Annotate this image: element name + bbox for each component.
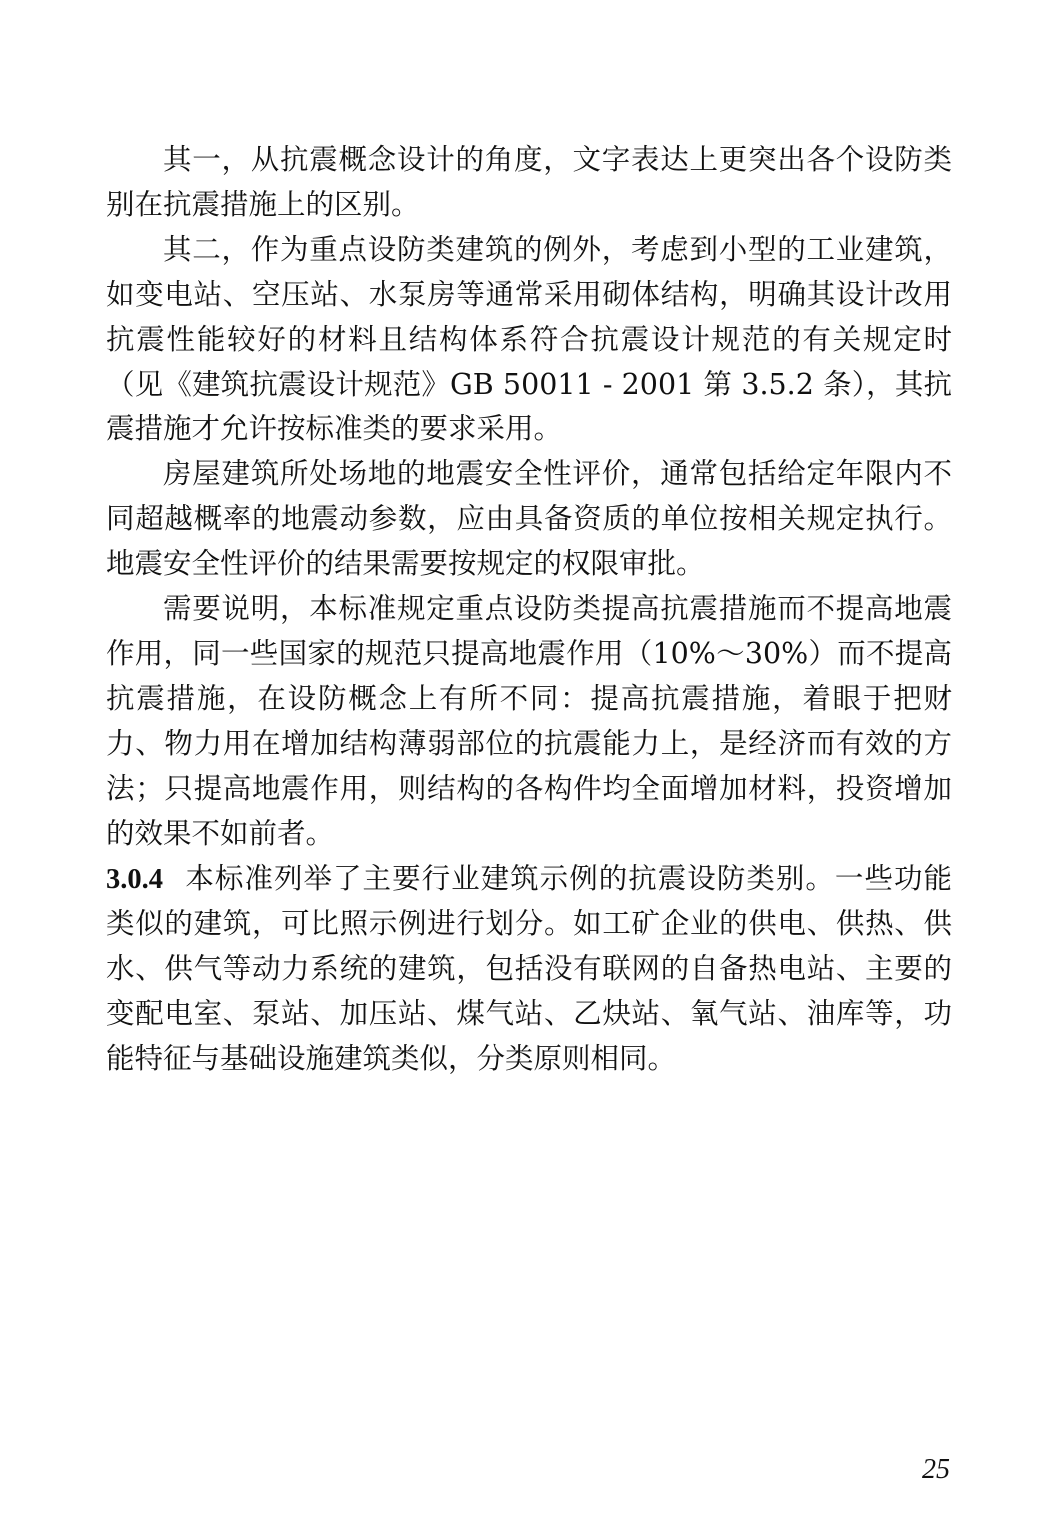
body-text [106, 138, 952, 1082]
paragraph-4: 需要说明，本标准规定重点设防类提高抗震措施而不提高地震作用，同一些国家的规范只提高地震作用（10%～30%）而不提高抗震措施，在设防概念上有所不同：提高抗震措施，着眼于把财力、物力用在增加结构薄弱部位的抗震能力上，是经济而有效的方法；只提高地震作用，则结构的各构件均全面增加材料，投资增加的效果不如前者。 [106, 592, 952, 850]
clause-number: 3.0.4 [106, 863, 163, 895]
clause-text: 本标准列举了主要行业建筑示例的抗震设防类别。一些功能类似的建筑，可比照示例进行划分。如工矿企业的供电、供热、供水、供气等动力系统的建筑，包括没有联网的自备热电站、主要的变配电室、泵站、加压站、煤气站、乙炔站、氧气站、油库等，功能特征与基础设施建筑类似，分类原则相同。 [106, 861, 952, 1076]
page-number: 25 [922, 1454, 950, 1485]
clause-3-0-4 [106, 857, 952, 1083]
paragraph-2: 其二，作为重点设防类建筑的例外，考虑到小型的工业建筑，如变电站、空压站、水泵房等通常采用砌体结构，明确其设计改用抗震性能较好的材料且结构体系符合抗震设计规范的有关规定时（见《建筑抗震设计规范》GB 50011 - 2001 第 3.5.2 条），其抗震措施才允许按标准类的要求采用。 [106, 232, 952, 446]
paragraph-3: 房屋建筑所处场地的地震安全性评价，通常包括给定年限内不同超越概率的地震动参数，应由具备资质的单位按相关规定执行。地震安全性评价的结果需要按规定的权限审批。 [106, 457, 952, 581]
paragraph-1: 其一，从抗震概念设计的角度，文字表达上更突出各个设防类别在抗震措施上的区别。 [106, 143, 952, 221]
